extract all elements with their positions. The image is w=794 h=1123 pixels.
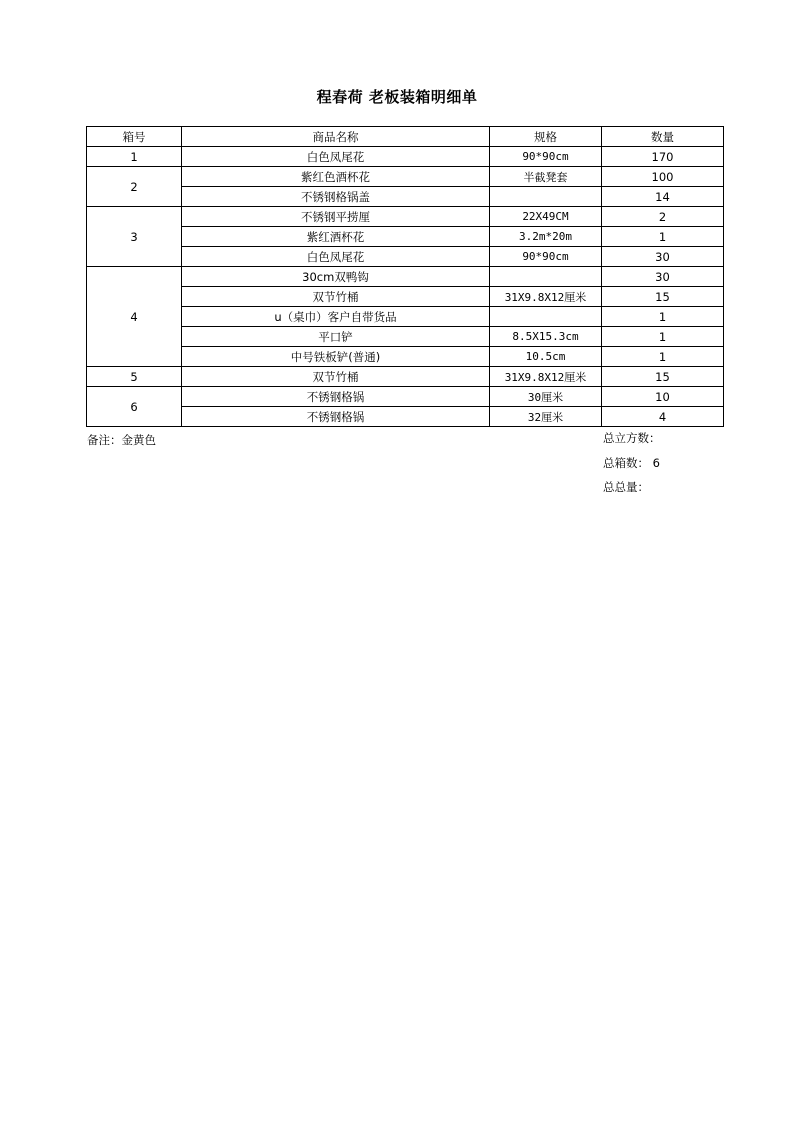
quantity-cell: 30 — [602, 247, 724, 267]
table-row — [87, 267, 724, 287]
table-row — [87, 287, 724, 307]
spec-cell — [490, 267, 602, 287]
table-body — [87, 147, 724, 427]
product-name-cell: 不锈钢格锅 — [182, 407, 490, 427]
header-box-no: 箱号 — [87, 127, 182, 147]
product-name-cell: 30cm双鸭钩 — [182, 267, 490, 287]
box-number-cell: 2 — [87, 167, 182, 207]
spec-cell: 90*90cm — [490, 247, 602, 267]
quantity-cell: 1 — [602, 347, 724, 367]
product-name-cell: 紫红酒杯花 — [182, 227, 490, 247]
spec-cell — [490, 307, 602, 327]
quantity-cell: 10 — [602, 387, 724, 407]
table-row — [87, 227, 724, 247]
product-name-cell: 不锈钢平捞厘 — [182, 207, 490, 227]
quantity-cell: 1 — [602, 307, 724, 327]
spec-cell: 30厘米 — [490, 387, 602, 407]
spec-cell: 3.2m*20m — [490, 227, 602, 247]
product-name-cell: 白色凤尾花 — [182, 247, 490, 267]
box-number-cell: 5 — [87, 367, 182, 387]
header-quantity: 数量 — [602, 127, 724, 147]
spec-cell: 8.5X15.3cm — [490, 327, 602, 347]
product-name-cell: 不锈钢格锅盖 — [182, 187, 490, 207]
product-name-cell: 白色凤尾花 — [182, 147, 490, 167]
product-name-cell: 双节竹桶 — [182, 287, 490, 307]
page-title: 程春荷 老板装箱明细单 — [316, 88, 478, 106]
product-name-cell: u（桌巾）客户自带货品 — [182, 307, 490, 327]
product-name-cell: 不锈钢格锅 — [182, 387, 490, 407]
quantity-cell: 14 — [602, 187, 724, 207]
box-number-cell: 6 — [87, 387, 182, 427]
quantity-cell: 1 — [602, 327, 724, 347]
quantity-cell: 4 — [602, 407, 724, 427]
spec-cell: 90*90cm — [490, 147, 602, 167]
table-row — [87, 387, 724, 407]
table-row — [87, 167, 724, 187]
box-number-cell: 1 — [87, 147, 182, 167]
table-row — [87, 347, 724, 367]
quantity-cell: 2 — [602, 207, 724, 227]
product-name-cell: 紫红色酒杯花 — [182, 167, 490, 187]
table-row — [87, 367, 724, 387]
product-name-cell: 中号铁板铲(普通) — [182, 347, 490, 367]
quantity-cell: 1 — [602, 227, 724, 247]
table-row — [87, 187, 724, 207]
packing-list-table — [86, 126, 724, 427]
header-product-name: 商品名称 — [182, 127, 490, 147]
total-boxes-label: 总箱数： 6 — [603, 456, 660, 470]
box-number-cell: 3 — [87, 207, 182, 267]
remark-text: 备注：金黄色 — [87, 433, 156, 447]
spec-cell: 22X49CM — [490, 207, 602, 227]
table-row — [87, 407, 724, 427]
quantity-cell: 15 — [602, 287, 724, 307]
spec-cell — [490, 187, 602, 207]
quantity-cell: 170 — [602, 147, 724, 167]
total-volume-label: 总立方数： — [603, 431, 661, 445]
table-row — [87, 307, 724, 327]
spec-cell: 31X9.8X12厘米 — [490, 287, 602, 307]
table-row — [87, 327, 724, 347]
total-weight-label: 总总量： — [603, 480, 649, 494]
product-name-cell: 平口铲 — [182, 327, 490, 347]
product-name-cell: 双节竹桶 — [182, 367, 490, 387]
quantity-cell: 30 — [602, 267, 724, 287]
table-header-row — [87, 127, 724, 147]
spec-cell: 10.5cm — [490, 347, 602, 367]
spec-cell: 半截凳套 — [490, 167, 602, 187]
quantity-cell: 100 — [602, 167, 724, 187]
table-row — [87, 207, 724, 227]
header-spec: 规格 — [490, 127, 602, 147]
spec-cell: 31X9.8X12厘米 — [490, 367, 602, 387]
box-number-cell: 4 — [87, 267, 182, 367]
spec-cell: 32厘米 — [490, 407, 602, 427]
quantity-cell: 15 — [602, 367, 724, 387]
table-row — [87, 147, 724, 167]
table-row — [87, 247, 724, 267]
